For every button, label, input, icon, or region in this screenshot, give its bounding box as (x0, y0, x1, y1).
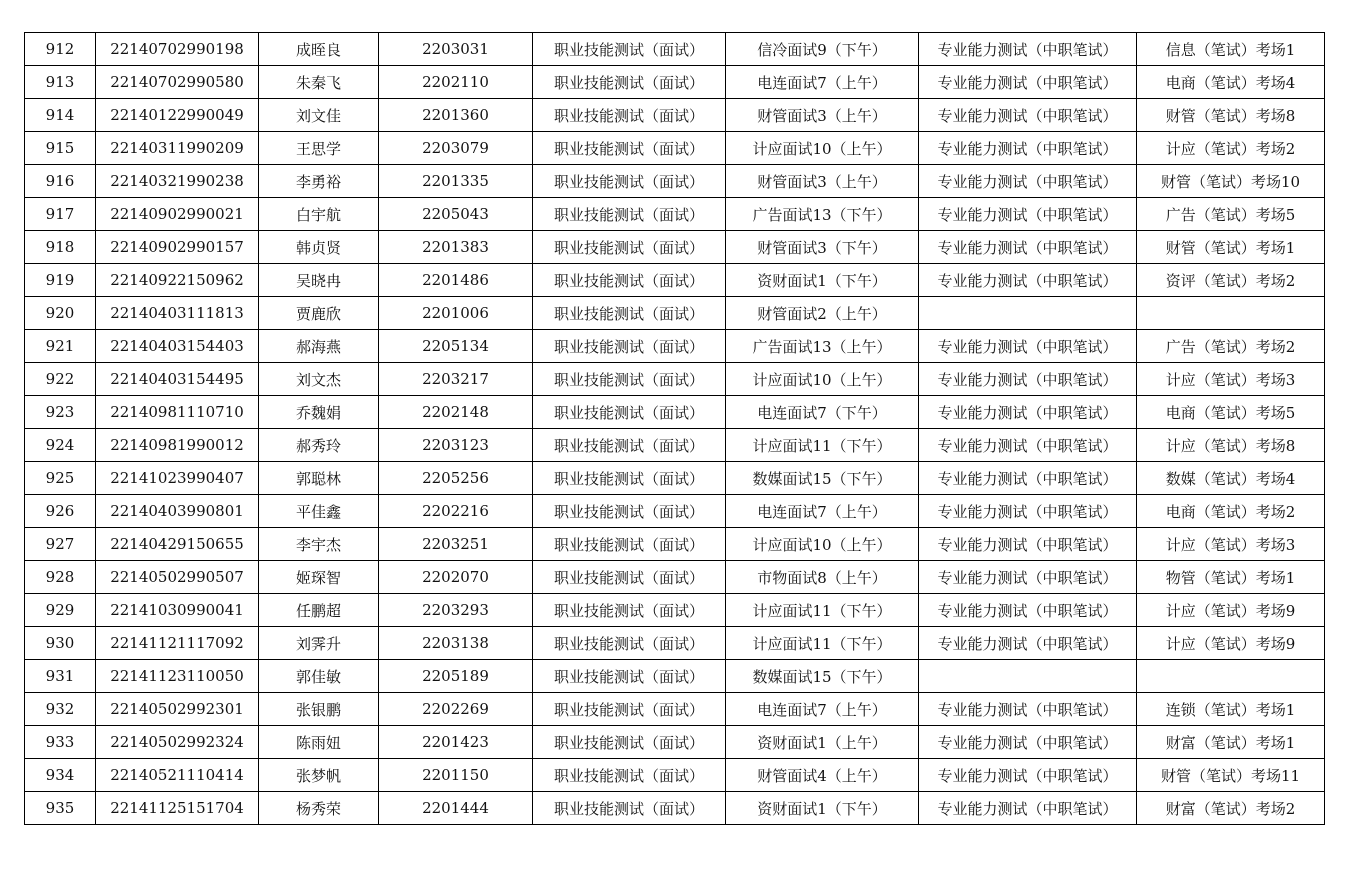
table-row (25, 132, 1325, 165)
written-test-type-cell: 专业能力测试（中职笔试） (919, 561, 1137, 594)
test-type-cell: 职业技能测试（面试） (533, 264, 726, 297)
name-cell: 杨秀荣 (259, 792, 379, 825)
name-cell: 刘霁升 (259, 627, 379, 660)
test-type-cell: 职业技能测试（面试） (533, 66, 726, 99)
written-exam-room-cell: 电商（笔试）考场2 (1137, 495, 1325, 528)
seq-cell: 924 (25, 429, 96, 462)
name-cell: 张梦帆 (259, 759, 379, 792)
test-type-cell: 职业技能测试（面试） (533, 561, 726, 594)
written-exam-room-cell: 广告（笔试）考场2 (1137, 330, 1325, 363)
table-row (25, 264, 1325, 297)
candidate-id-cell: 22141023990407 (96, 462, 259, 495)
candidate-id-cell: 22140502990507 (96, 561, 259, 594)
candidate-id-cell: 22140403154403 (96, 330, 259, 363)
written-test-type-cell: 专业能力测试（中职笔试） (919, 429, 1137, 462)
name-cell: 任鹏超 (259, 594, 379, 627)
written-exam-room-cell: 计应（笔试）考场2 (1137, 132, 1325, 165)
seq-cell: 916 (25, 165, 96, 198)
interview-session-cell: 电连面试7（上午） (726, 693, 919, 726)
candidate-id-cell: 22140502992324 (96, 726, 259, 759)
interview-session-cell: 财管面试2（上午） (726, 297, 919, 330)
table-row (25, 528, 1325, 561)
written-exam-room-cell: 电商（笔试）考场5 (1137, 396, 1325, 429)
exam-number-cell: 2202216 (379, 495, 533, 528)
interview-session-cell: 计应面试11（下午） (726, 594, 919, 627)
interview-session-cell: 财管面试3（上午） (726, 99, 919, 132)
seq-cell: 932 (25, 693, 96, 726)
test-type-cell: 职业技能测试（面试） (533, 660, 726, 693)
written-exam-room-cell: 电商（笔试）考场4 (1137, 66, 1325, 99)
test-type-cell: 职业技能测试（面试） (533, 759, 726, 792)
candidate-id-cell: 22140321990238 (96, 165, 259, 198)
interview-session-cell: 资财面试1（上午） (726, 726, 919, 759)
name-cell: 李宇杰 (259, 528, 379, 561)
test-type-cell: 职业技能测试（面试） (533, 33, 726, 66)
exam-number-cell: 2202070 (379, 561, 533, 594)
interview-session-cell: 财管面试3（上午） (726, 165, 919, 198)
test-type-cell: 职业技能测试（面试） (533, 627, 726, 660)
interview-session-cell: 数媒面试15（下午） (726, 462, 919, 495)
written-exam-room-cell: 计应（笔试）考场8 (1137, 429, 1325, 462)
exam-number-cell: 2201150 (379, 759, 533, 792)
test-type-cell: 职业技能测试（面试） (533, 165, 726, 198)
name-cell: 平佳鑫 (259, 495, 379, 528)
name-cell: 成晊良 (259, 33, 379, 66)
interview-session-cell: 资财面试1（下午） (726, 792, 919, 825)
name-cell: 李勇裕 (259, 165, 379, 198)
written-test-type-cell: 专业能力测试（中职笔试） (919, 363, 1137, 396)
name-cell: 朱秦飞 (259, 66, 379, 99)
seq-cell: 920 (25, 297, 96, 330)
seq-cell: 933 (25, 726, 96, 759)
table-row (25, 165, 1325, 198)
exam-number-cell: 2201335 (379, 165, 533, 198)
written-exam-room-cell: 财管（笔试）考场8 (1137, 99, 1325, 132)
candidate-id-cell: 22140981990012 (96, 429, 259, 462)
written-exam-room-cell: 资评（笔试）考场2 (1137, 264, 1325, 297)
written-test-type-cell: 专业能力测试（中职笔试） (919, 198, 1137, 231)
written-exam-room-cell: 财富（笔试）考场2 (1137, 792, 1325, 825)
written-exam-room-cell: 物管（笔试）考场1 (1137, 561, 1325, 594)
written-test-type-cell: 专业能力测试（中职笔试） (919, 264, 1137, 297)
table-row (25, 495, 1325, 528)
exam-number-cell: 2203217 (379, 363, 533, 396)
interview-session-cell: 计应面试11（下午） (726, 429, 919, 462)
written-test-type-cell: 专业能力测试（中职笔试） (919, 726, 1137, 759)
candidate-id-cell: 22140702990580 (96, 66, 259, 99)
name-cell: 刘文杰 (259, 363, 379, 396)
name-cell: 陈雨妞 (259, 726, 379, 759)
table-row (25, 66, 1325, 99)
candidate-id-cell: 22141123110050 (96, 660, 259, 693)
table-row (25, 429, 1325, 462)
seq-cell: 915 (25, 132, 96, 165)
table-row (25, 594, 1325, 627)
interview-session-cell: 数媒面试15（下午） (726, 660, 919, 693)
written-exam-room-cell (1137, 297, 1325, 330)
interview-session-cell: 计应面试10（上午） (726, 528, 919, 561)
name-cell: 姬琛智 (259, 561, 379, 594)
seq-cell: 922 (25, 363, 96, 396)
test-type-cell: 职业技能测试（面试） (533, 231, 726, 264)
candidate-id-cell: 22140521110414 (96, 759, 259, 792)
name-cell: 刘文佳 (259, 99, 379, 132)
candidate-id-cell: 22140122990049 (96, 99, 259, 132)
candidate-id-cell: 22140311990209 (96, 132, 259, 165)
seq-cell: 929 (25, 594, 96, 627)
test-type-cell: 职业技能测试（面试） (533, 132, 726, 165)
candidate-id-cell: 22140702990198 (96, 33, 259, 66)
test-type-cell: 职业技能测试（面试） (533, 693, 726, 726)
written-test-type-cell: 专业能力测试（中职笔试） (919, 33, 1137, 66)
test-type-cell: 职业技能测试（面试） (533, 726, 726, 759)
name-cell: 白宇航 (259, 198, 379, 231)
interview-session-cell: 电连面试7（下午） (726, 396, 919, 429)
interview-session-cell: 市物面试8（上午） (726, 561, 919, 594)
interview-session-cell: 财管面试4（上午） (726, 759, 919, 792)
test-type-cell: 职业技能测试（面试） (533, 198, 726, 231)
candidate-id-cell: 22140922150962 (96, 264, 259, 297)
written-exam-room-cell: 计应（笔试）考场3 (1137, 528, 1325, 561)
seq-cell: 935 (25, 792, 96, 825)
exam-number-cell: 2205256 (379, 462, 533, 495)
written-test-type-cell: 专业能力测试（中职笔试） (919, 759, 1137, 792)
table-row (25, 198, 1325, 231)
exam-number-cell: 2201486 (379, 264, 533, 297)
written-test-type-cell: 专业能力测试（中职笔试） (919, 627, 1137, 660)
table-row (25, 33, 1325, 66)
written-test-type-cell: 专业能力测试（中职笔试） (919, 792, 1137, 825)
exam-number-cell: 2203138 (379, 627, 533, 660)
name-cell: 郭聪林 (259, 462, 379, 495)
name-cell: 王思学 (259, 132, 379, 165)
table-row (25, 726, 1325, 759)
candidate-id-cell: 22140403111813 (96, 297, 259, 330)
exam-number-cell: 2202148 (379, 396, 533, 429)
seq-cell: 927 (25, 528, 96, 561)
candidate-id-cell: 22140429150655 (96, 528, 259, 561)
table-row (25, 99, 1325, 132)
written-test-type-cell: 专业能力测试（中职笔试） (919, 132, 1137, 165)
seq-cell: 931 (25, 660, 96, 693)
seq-cell: 921 (25, 330, 96, 363)
written-test-type-cell: 专业能力测试（中职笔试） (919, 462, 1137, 495)
name-cell: 张银鹏 (259, 693, 379, 726)
exam-number-cell: 2205134 (379, 330, 533, 363)
exam-number-cell: 2203079 (379, 132, 533, 165)
table-row (25, 627, 1325, 660)
interview-session-cell: 电连面试7（上午） (726, 495, 919, 528)
table-row (25, 363, 1325, 396)
written-test-type-cell: 专业能力测试（中职笔试） (919, 330, 1137, 363)
test-type-cell: 职业技能测试（面试） (533, 495, 726, 528)
exam-number-cell: 2205043 (379, 198, 533, 231)
written-test-type-cell: 专业能力测试（中职笔试） (919, 231, 1137, 264)
table-row (25, 792, 1325, 825)
candidate-id-cell: 22141121117092 (96, 627, 259, 660)
written-test-type-cell: 专业能力测试（中职笔试） (919, 396, 1137, 429)
table-row (25, 561, 1325, 594)
interview-session-cell: 财管面试3（下午） (726, 231, 919, 264)
written-test-type-cell: 专业能力测试（中职笔试） (919, 693, 1137, 726)
seq-cell: 928 (25, 561, 96, 594)
written-test-type-cell: 专业能力测试（中职笔试） (919, 66, 1137, 99)
table-row (25, 231, 1325, 264)
written-exam-room-cell: 财管（笔试）考场1 (1137, 231, 1325, 264)
written-exam-room-cell: 广告（笔试）考场5 (1137, 198, 1325, 231)
exam-number-cell: 2203251 (379, 528, 533, 561)
written-exam-room-cell: 财富（笔试）考场1 (1137, 726, 1325, 759)
table-row (25, 759, 1325, 792)
exam-number-cell: 2201383 (379, 231, 533, 264)
written-test-type-cell: 专业能力测试（中职笔试） (919, 594, 1137, 627)
name-cell: 贾鹿欣 (259, 297, 379, 330)
written-exam-room-cell: 信息（笔试）考场1 (1137, 33, 1325, 66)
interview-session-cell: 计应面试10（上午） (726, 363, 919, 396)
seq-cell: 914 (25, 99, 96, 132)
seq-cell: 926 (25, 495, 96, 528)
written-exam-room-cell: 连锁（笔试）考场1 (1137, 693, 1325, 726)
written-test-type-cell: 专业能力测试（中职笔试） (919, 165, 1137, 198)
seq-cell: 917 (25, 198, 96, 231)
exam-number-cell: 2205189 (379, 660, 533, 693)
seq-cell: 930 (25, 627, 96, 660)
exam-number-cell: 2201360 (379, 99, 533, 132)
written-test-type-cell: 专业能力测试（中职笔试） (919, 528, 1137, 561)
candidate-id-cell: 22140403154495 (96, 363, 259, 396)
interview-session-cell: 计应面试10（上午） (726, 132, 919, 165)
candidate-id-cell: 22140902990021 (96, 198, 259, 231)
seq-cell: 919 (25, 264, 96, 297)
interview-session-cell: 电连面试7（上午） (726, 66, 919, 99)
exam-number-cell: 2203293 (379, 594, 533, 627)
candidate-id-cell: 22140981110710 (96, 396, 259, 429)
test-type-cell: 职业技能测试（面试） (533, 396, 726, 429)
exam-number-cell: 2201444 (379, 792, 533, 825)
exam-roster-table (24, 32, 1325, 825)
test-type-cell: 职业技能测试（面试） (533, 330, 726, 363)
candidate-id-cell: 22140902990157 (96, 231, 259, 264)
written-exam-room-cell: 财管（笔试）考场10 (1137, 165, 1325, 198)
interview-session-cell: 广告面试13（下午） (726, 198, 919, 231)
test-type-cell: 职业技能测试（面试） (533, 99, 726, 132)
table-row (25, 330, 1325, 363)
written-test-type-cell (919, 660, 1137, 693)
candidate-id-cell: 22140403990801 (96, 495, 259, 528)
seq-cell: 912 (25, 33, 96, 66)
seq-cell: 923 (25, 396, 96, 429)
name-cell: 郝海燕 (259, 330, 379, 363)
written-exam-room-cell: 计应（笔试）考场9 (1137, 627, 1325, 660)
seq-cell: 913 (25, 66, 96, 99)
interview-session-cell: 广告面试13（上午） (726, 330, 919, 363)
written-exam-room-cell: 数媒（笔试）考场4 (1137, 462, 1325, 495)
test-type-cell: 职业技能测试（面试） (533, 363, 726, 396)
name-cell: 乔魏娟 (259, 396, 379, 429)
test-type-cell: 职业技能测试（面试） (533, 297, 726, 330)
test-type-cell: 职业技能测试（面试） (533, 594, 726, 627)
candidate-id-cell: 22140502992301 (96, 693, 259, 726)
interview-session-cell: 信冷面试9（下午） (726, 33, 919, 66)
written-exam-room-cell: 计应（笔试）考场3 (1137, 363, 1325, 396)
table-body (25, 33, 1325, 825)
table-row (25, 297, 1325, 330)
exam-number-cell: 2202269 (379, 693, 533, 726)
exam-number-cell: 2203123 (379, 429, 533, 462)
written-exam-room-cell (1137, 660, 1325, 693)
written-test-type-cell (919, 297, 1137, 330)
name-cell: 吴晓冉 (259, 264, 379, 297)
table-row (25, 693, 1325, 726)
seq-cell: 934 (25, 759, 96, 792)
name-cell: 郝秀玲 (259, 429, 379, 462)
exam-number-cell: 2202110 (379, 66, 533, 99)
test-type-cell: 职业技能测试（面试） (533, 528, 726, 561)
written-test-type-cell: 专业能力测试（中职笔试） (919, 99, 1137, 132)
interview-session-cell: 计应面试11（下午） (726, 627, 919, 660)
written-test-type-cell: 专业能力测试（中职笔试） (919, 495, 1137, 528)
seq-cell: 918 (25, 231, 96, 264)
interview-session-cell: 资财面试1（下午） (726, 264, 919, 297)
table-row (25, 396, 1325, 429)
name-cell: 郭佳敏 (259, 660, 379, 693)
seq-cell: 925 (25, 462, 96, 495)
exam-number-cell: 2203031 (379, 33, 533, 66)
exam-number-cell: 2201423 (379, 726, 533, 759)
written-exam-room-cell: 计应（笔试）考场9 (1137, 594, 1325, 627)
candidate-id-cell: 22141030990041 (96, 594, 259, 627)
name-cell: 韩贞贤 (259, 231, 379, 264)
test-type-cell: 职业技能测试（面试） (533, 792, 726, 825)
table-row (25, 462, 1325, 495)
test-type-cell: 职业技能测试（面试） (533, 462, 726, 495)
written-exam-room-cell: 财管（笔试）考场11 (1137, 759, 1325, 792)
test-type-cell: 职业技能测试（面试） (533, 429, 726, 462)
table-row (25, 660, 1325, 693)
candidate-id-cell: 22141125151704 (96, 792, 259, 825)
exam-number-cell: 2201006 (379, 297, 533, 330)
